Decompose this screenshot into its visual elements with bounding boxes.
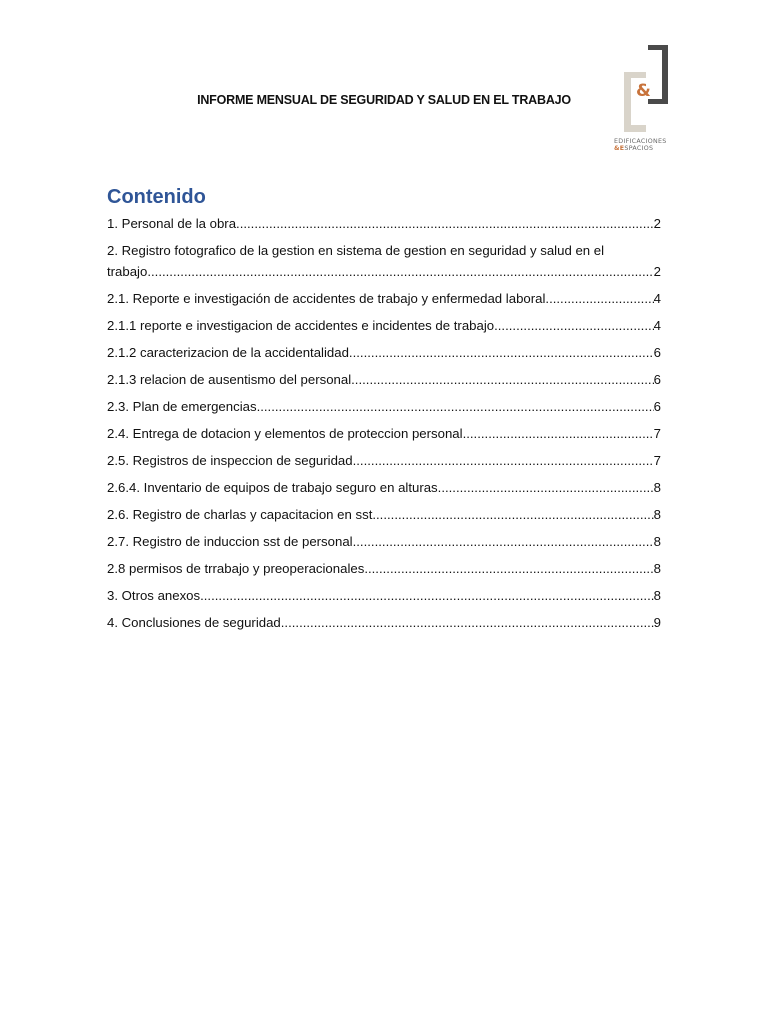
toc-entry[interactable] [107, 477, 661, 498]
logo-line-1: EDIFICACIONES [614, 138, 667, 145]
toc-entry-text: 2.7. Registro de induccion sst de personal [107, 534, 353, 549]
toc-entry-text: 2.1.3 relacion de ausentismo del personal [107, 372, 352, 387]
toc-dot-leader [353, 450, 654, 471]
logo-wordmark [614, 138, 667, 152]
toc-entry-text: 2.3. Plan de emergencias [107, 399, 257, 414]
table-of-contents [107, 184, 661, 639]
toc-entry[interactable] [107, 558, 661, 579]
toc-entry-row [107, 612, 661, 633]
toc-page-number: 6 [653, 372, 661, 387]
toc-entry[interactable] [107, 288, 661, 309]
toc-entry[interactable] [107, 423, 661, 444]
logo-amp: &E [614, 145, 625, 152]
toc-entry[interactable] [107, 531, 661, 552]
toc-entry[interactable] [107, 450, 661, 471]
toc-entry[interactable] [107, 315, 661, 336]
toc-entry[interactable] [107, 504, 661, 525]
toc-page-number: 4 [653, 318, 661, 333]
toc-dot-leader [147, 261, 653, 282]
toc-entry-text: 2.6. Registro de charlas y capacitacion en sst [107, 507, 373, 522]
edificaciones-espacios-logo-icon [612, 44, 682, 136]
toc-dot-leader [463, 423, 654, 444]
toc-entry[interactable] [107, 213, 661, 234]
toc-heading: Contenido [107, 186, 206, 208]
toc-entry-row [107, 450, 661, 471]
toc-entry[interactable] [107, 612, 661, 633]
toc-page-number: 8 [653, 561, 661, 576]
toc-page-number: 6 [653, 345, 661, 360]
toc-entry-text: 2.8 permisos de trrabajo y preoperacionales [107, 561, 365, 576]
toc-entry-text: 2.1.1 reporte e investigacion de accidentes e incidentes de trabajo [107, 318, 495, 333]
toc-entry-row [107, 342, 661, 363]
toc-dot-leader [545, 288, 653, 309]
toc-entry-text: 2.1.2 caracterizacion de la accidentalidad [107, 345, 349, 360]
toc-page-number: 8 [653, 588, 661, 603]
toc-dot-leader [257, 396, 654, 417]
toc-dot-leader [438, 477, 654, 498]
toc-entry-row [107, 477, 661, 498]
logo-line-2 [614, 145, 667, 152]
toc-entry-text: 3. Otros anexos [107, 588, 201, 603]
toc-dot-leader [494, 315, 654, 336]
toc-entry-text: 2.6.4. Inventario de equipos de trabajo seguro en alturas [107, 480, 438, 495]
toc-dot-leader [236, 213, 654, 234]
toc-dot-leader [353, 531, 654, 552]
toc-entry-text: 4. Conclusiones de seguridad [107, 615, 281, 630]
toc-entry-row [107, 585, 661, 606]
toc-entry-row [107, 369, 661, 390]
toc-entry-row [107, 396, 661, 417]
toc-page-number: 8 [653, 534, 661, 549]
toc-entry[interactable] [107, 369, 661, 390]
toc-entry-text-line1: 2. Registro fotografico de la gestion en sistema de gestion en seguridad y salud en el [107, 243, 605, 258]
toc-entry[interactable] [107, 240, 661, 282]
toc-dot-leader [351, 369, 654, 390]
toc-entry[interactable] [107, 396, 661, 417]
toc-page-number: 8 [653, 480, 661, 495]
toc-dot-leader [281, 612, 654, 633]
report-title: INFORME MENSUAL DE SEGURIDAD Y SALUD EN EL TRABAJO [197, 93, 571, 107]
toc-page-number: 7 [653, 453, 661, 468]
toc-dot-leader [372, 504, 653, 525]
logo-line-2-rest: SPACIOS [624, 145, 654, 152]
toc-entry[interactable] [107, 585, 661, 606]
toc-entry[interactable] [107, 342, 661, 363]
company-logo [612, 44, 682, 154]
toc-dot-leader [364, 558, 653, 579]
document-header [0, 0, 768, 160]
toc-page-number: 6 [653, 399, 661, 414]
toc-entry-row [107, 261, 661, 282]
toc-entry-row [107, 504, 661, 525]
toc-page-number: 7 [653, 426, 661, 441]
toc-page-number: 2 [653, 216, 661, 231]
toc-page-number: 9 [653, 615, 661, 630]
toc-entry-row [107, 213, 661, 234]
toc-entry-row [107, 288, 661, 309]
toc-page-number: 2 [653, 264, 661, 279]
toc-dot-leader [349, 342, 654, 363]
toc-entry-row [107, 531, 661, 552]
toc-entry-text: trabajo [107, 264, 148, 279]
toc-list [107, 213, 661, 633]
toc-page-number: 8 [653, 507, 661, 522]
toc-page-number: 4 [653, 291, 661, 306]
toc-entry-text: 1. Personal de la obra [107, 216, 237, 231]
toc-entry-row [107, 423, 661, 444]
toc-entry-text: 2.5. Registros de inspeccion de seguridad [107, 453, 353, 468]
toc-entry-row [107, 558, 661, 579]
toc-entry-text: 2.4. Entrega de dotacion y elementos de proteccion personal [107, 426, 463, 441]
toc-entry-row [107, 315, 661, 336]
svg-text:&: & [636, 81, 651, 101]
toc-dot-leader [200, 585, 654, 606]
toc-entry-text: 2.1. Reporte e investigación de accidentes de trabajo y enfermedad laboral [107, 291, 546, 306]
